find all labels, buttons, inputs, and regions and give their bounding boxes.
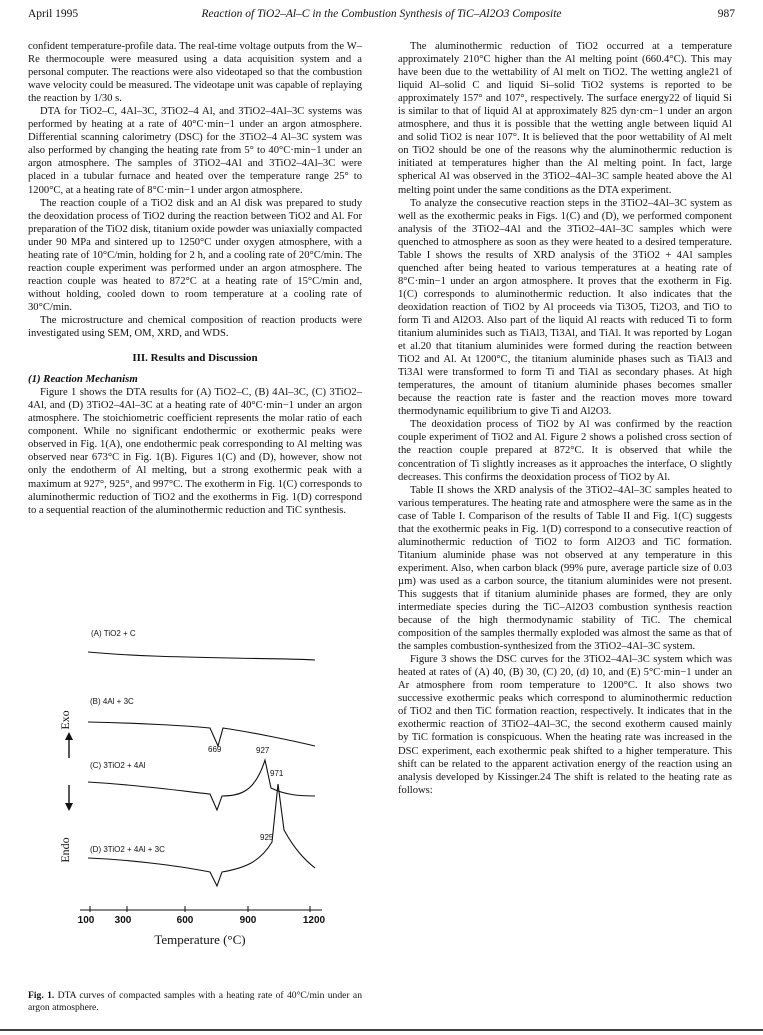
exo-arrow-icon xyxy=(65,732,73,758)
peak-label-d-exo1: 971 xyxy=(270,769,284,778)
section-heading: III. Results and Discussion xyxy=(132,352,258,365)
curve-d xyxy=(88,784,315,886)
peak-label-d-exo2: 925 xyxy=(260,833,274,842)
paragraph: Figure 1 shows the DTA results for (A) TiO2–C, (B) 4Al–3C, (C) 3TiO2–4Al, and (D) 3TiO2–4Al–3C at a heating rate of 40°C·min−1 under an argon atmosphere. The stoichiometric coefficient represents the molar ratio of each component. While no significant endothermic or exothermic peaks were observed in Fig. 1(A), one endothermic peak corresponding to Al melting was observed near 673°C in Fig. 1(B). Figures 1(C) and (D), however, show not only the endotherm of Al melting, but a strong exothermic peak with a maximum at 927°, 925°, and 997°C. The exotherm in Fig. 1(C) corresponds to aluminothermic reduction of TiO2 and the exotherms in Fig. 1(D) correspond to a sequential reaction of the aluminothermic reduction and TiC synthesis. xyxy=(28,387,362,516)
figure-1-dta-curves xyxy=(60,610,350,960)
paragraph: The microstructure and chemical composition of reaction products were investigated using SEM, OM, XRD, and WDS. xyxy=(28,314,362,340)
endo-arrow-icon xyxy=(65,785,73,811)
paragraph: Figure 3 shows the DSC curves for the 3TiO2–4Al–3C system which was heated at rates of (A) 40, (B) 30, (C) 20, (d) 10, and (E) 5°C·min−1 under an Ar atmosphere from room temperature to 1200°C. It also shows two successive exothermic peaks which correspond to aluminothermic reduction of TiO2 and then TiC formation reaction, respectively. It indicates that in the exothermic reaction of 3TiO2–4Al–3C, the second exotherm caused mainly by TiC formation is conspicuous. When the heating rate was increased in the DSC experiment, each exothermic peak shifted to a higher temperature. This shift can be related to the apparent activation energy of the reaction using an analysis developed by Kissinger.24 The shift is related to the heating rate as follows: xyxy=(398,654,732,796)
figure-caption xyxy=(28,990,362,1014)
x-tick-label: 300 xyxy=(114,915,132,926)
paragraph: To analyze the consecutive reaction steps in the 3TiO2–4Al–3C system as well as the exothermic peaks in Figs. 1(C) and (D), we performed component analysis of the 3TiO2–4Al and the 3TiO2–4Al–3C samples which were quenched to atmosphere as soon as they were heated to a desired temperature. Table I shows the results of XRD analysis of the 3TiO2 + 4Al samples quenched after being heated to various temperatures at a heating rate of 8°C·min−1 under an argon atmosphere. It proves that the exotherm in Fig. 1(C) corresponds to aluminothermic reduction. It also indicates that the deoxidation reaction of TiO2 by Al proceeds via Ti3O5, Ti2O3, and TiO to form Ti and Al2O3. Also part of the liquid Al reacts with reduced Ti to form titanium aluminides such as TiAl3, Ti3Al, and TiAl. It was reported by Logan et al.20 that titanium aluminides were formed during the reaction between TiO2 and Al. At 1200°C, the titanium aluminide phases such as TiAl3 and Ti3Al were transformed to form Ti and TiAl as secondary phases. At high temperatures, the amount of titanium aluminide phases becomes smaller because the reaction rate is faster and the reaction moves more toward thermodynamic equilibrium to give Ti and Al2O3. xyxy=(398,197,732,418)
curve-label-a: (A) TiO2 + C xyxy=(91,629,136,638)
header-page-number: 987 xyxy=(717,8,735,20)
paragraph: DTA for TiO2–C, 4Al–3C, 3TiO2–4 Al, and 3TiO2–4Al–3C systems was performed by heating at a rate of 40°C·min−1 under an argon atmosphere. Differential scanning calorimetry (DSC) for the 3TiO2–4 Al–3C system was also performed by changing the heating rate from 5° to 40°C·min−1 under an argon atmosphere. The samples of 3TiO2–4Al and 3TiO2–4Al–3C were placed in a tubular furnace and heated over the temperature range 25° to 1200°C, at a heating rate of 8°C·min−1 under argon atmosphere. xyxy=(28,106,362,196)
x-tick-label: 100 xyxy=(77,915,95,926)
header-running-title: Reaction of TiO2–Al–C in the Combustion Synthesis of TiC–Al2O3 Composite xyxy=(201,8,562,20)
x-axis-label: Temperature (°C) xyxy=(154,932,246,947)
x-tick-label: 900 xyxy=(239,915,257,926)
page-header xyxy=(28,8,735,26)
subsection-heading: (1) Reaction Mechanism xyxy=(28,373,138,386)
curve-b xyxy=(88,722,315,746)
y-label-exo: Exo xyxy=(58,710,72,730)
bottom-rule xyxy=(0,1029,763,1031)
paragraph: The aluminothermic reduction of TiO2 occurred at a temperature approximately 210°C higher than the Al melting point (660.4°C). This may have been due to the wettability of Al melt on TiO2. The wetting angle21 of liquid Al–solid C and liquid Si–solid TiO2 systems is reported to be approximately 157° and 107°, respectively. The surface energy22 of liquid Si is similar to that of liquid Al at approximately 825 dyn·cm−1 under an argon atmosphere, and thus it is possible that the wetting angle between liquid Al and solid TiO2 is near 107°. It is believed that the poor wettability of Al melt on TiO2 should be one of the reasons why the aluminothermic reduction is initiated at temperatures higher than the Al melting point. In fact, large spherical Al was observed in the 3TiO2–4Al–3C sample heated above the Al melting point under the same conditions as the DTA experiment. xyxy=(398,41,732,196)
paragraph: The reaction couple of a TiO2 disk and an Al disk was prepared to study the deoxidation process of TiO2 during the reaction between TiO2 and Al. For preparation of the TiO2 disk, titanium oxide powder was uniaxially compacted under 90 MPa and sintered up to 1250°C under oxygen atmosphere, with a heating rate of 10°C/min, holding for 2 h, and a cooling rate of 20°C/min. The reaction couple experiment was performed under an argon atmosphere. The reaction couple was heated to 872°C at a heating rate of 15°C/min and, without holding, cooled down to room temperature at a cooling rate of 30°C/min. xyxy=(28,197,362,313)
peak-label-b-endo: 669 xyxy=(208,745,222,754)
caption-label: Fig. 1. xyxy=(28,990,55,1001)
x-tick-label: 600 xyxy=(176,915,194,926)
paragraph: The deoxidation process of TiO2 by Al was confirmed by the reaction couple experiment of TiO2 and Al. Figure 2 shows a polished cross section of the reaction couple prepared at 872°C. It is observed that while the concentration of Ti slightly increases as it approaches the interface, O slightly decreases. This confirms the deoxidation process of TiO2 by Al. xyxy=(398,419,732,483)
paragraph: Table II shows the XRD analysis of the 3TiO2–4Al–3C samples heated to various temperatures. The heating rate and atmosphere were the same as in the case of Table I. Comparison of the results of Table II and Fig. 1(C) suggests that the exothermic peaks in Fig. 1(D) correspond to a consecutive reaction of aluminothermic reduction of TiO2 to form Al2O3 and TiC formation. Titanium aluminide phase was not observed at any temperature in this experiment. Also, when carbon black (99% pure, average particle size of 0.03 µm) was used as a carbon source, the titanium aluminides were not present. This suggests that if titanium aluminide phases are formed, they are only intermediate species during the TiC–Al2O3 combustion synthesis reaction because of the high thermodynamic stability of TiC. The chemical composition of the samples thermally exploded was almost the same as that of the samples combustion-synthesized from the 3TiO2–4Al–3C system. xyxy=(398,484,732,653)
header-date: April 1995 xyxy=(28,8,79,20)
x-tick-label: 1200 xyxy=(302,915,326,926)
left-column xyxy=(28,40,362,517)
curve-label-b: (B) 4Al + 3C xyxy=(90,697,134,706)
y-label-endo: Endo xyxy=(58,837,72,863)
curve-a xyxy=(88,652,315,660)
curve-label-c: (C) 3TiO2 + 4Al xyxy=(90,761,146,770)
paragraph: confident temperature-profile data. The real-time voltage outputs from the W–Re thermocouple were measured using a data acquisition system and a personal computer. The reactions were also videotaped so that the combustion wave velocity could be measured. The videotape unit was capable of replaying the reaction by 1/30 s. xyxy=(28,41,362,105)
dta-plot xyxy=(60,610,350,960)
peak-label-c-exo: 927 xyxy=(256,746,270,755)
curve-label-d: (D) 3TiO2 + 4Al + 3C xyxy=(90,845,165,854)
caption-text: DTA curves of compacted samples with a heating rate of 40°C/min under an argon atmosphere. xyxy=(28,990,362,1013)
right-column xyxy=(398,40,732,797)
